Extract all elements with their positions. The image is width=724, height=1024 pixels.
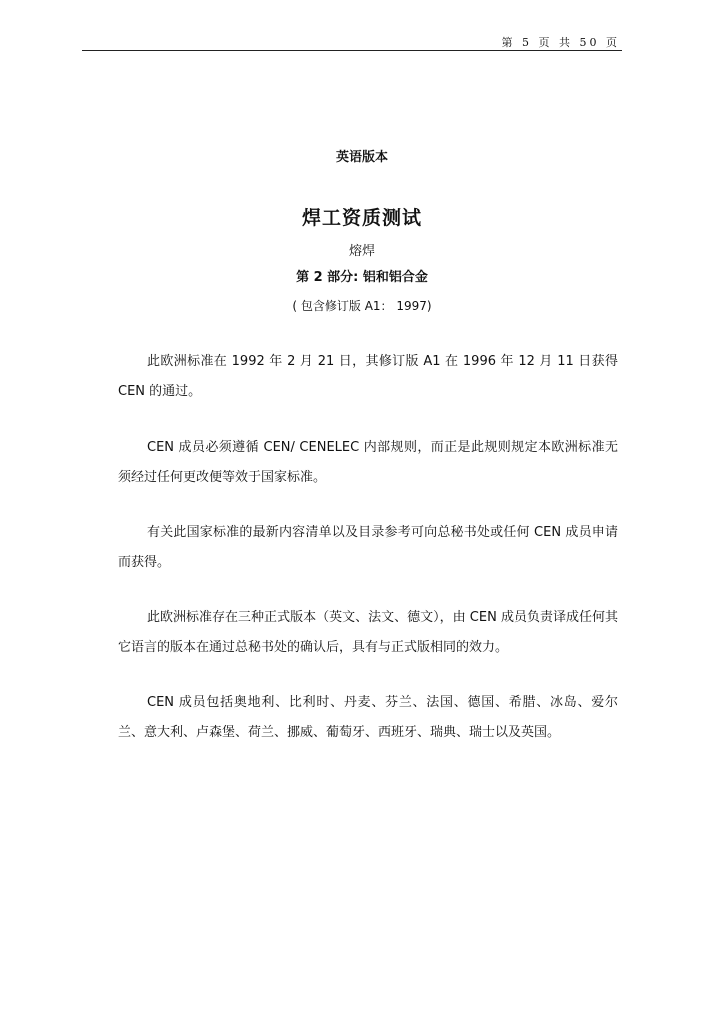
document-subtitle: 熔焊: [348, 244, 375, 259]
paragraph-references: 有关此国家标准的最新内容清单以及目录参考可向总秘书处或任何 CEN 成员申请而获得。: [118, 525, 618, 570]
paragraph-official-versions: 此欧洲标准存在三种正式版本（英文、法文、德文），由 CEN 成员负责译成任何其它语言的版本在通过总秘书处的确认后，具有与正式版相同的效力。: [118, 610, 618, 655]
header-rule: [82, 50, 622, 51]
page-number: 第 5 页 共 50 页: [501, 36, 620, 49]
amendment-note: ( 包含修订版 A1： 1997): [292, 299, 432, 313]
version-heading: 英语版本: [335, 150, 388, 165]
document-title: 焊工资质测试: [301, 207, 422, 229]
part-heading: 第 2 部分: 铝和铝合金: [296, 270, 428, 285]
paragraph-members: CEN 成员包括奥地利、比利时、丹麦、芬兰、法国、德国、希腊、冰岛、爱尔兰、意大利、卢森堡、荷兰、挪威、葡萄牙、西班牙、瑞典、瑞士以及英国。: [118, 695, 618, 740]
paragraph-approval: 此欧洲标准在 1992 年 2 月 21 日，其修订版 A1 在 1996 年 12 月 11 日获得 CEN 的通过。: [118, 354, 618, 399]
paragraph-internal-rules: CEN 成员必须遵循 CEN/ CENELEC 内部规则，而正是此规则规定本欧洲标准无须经过任何更改便等效于国家标准。: [118, 440, 618, 485]
